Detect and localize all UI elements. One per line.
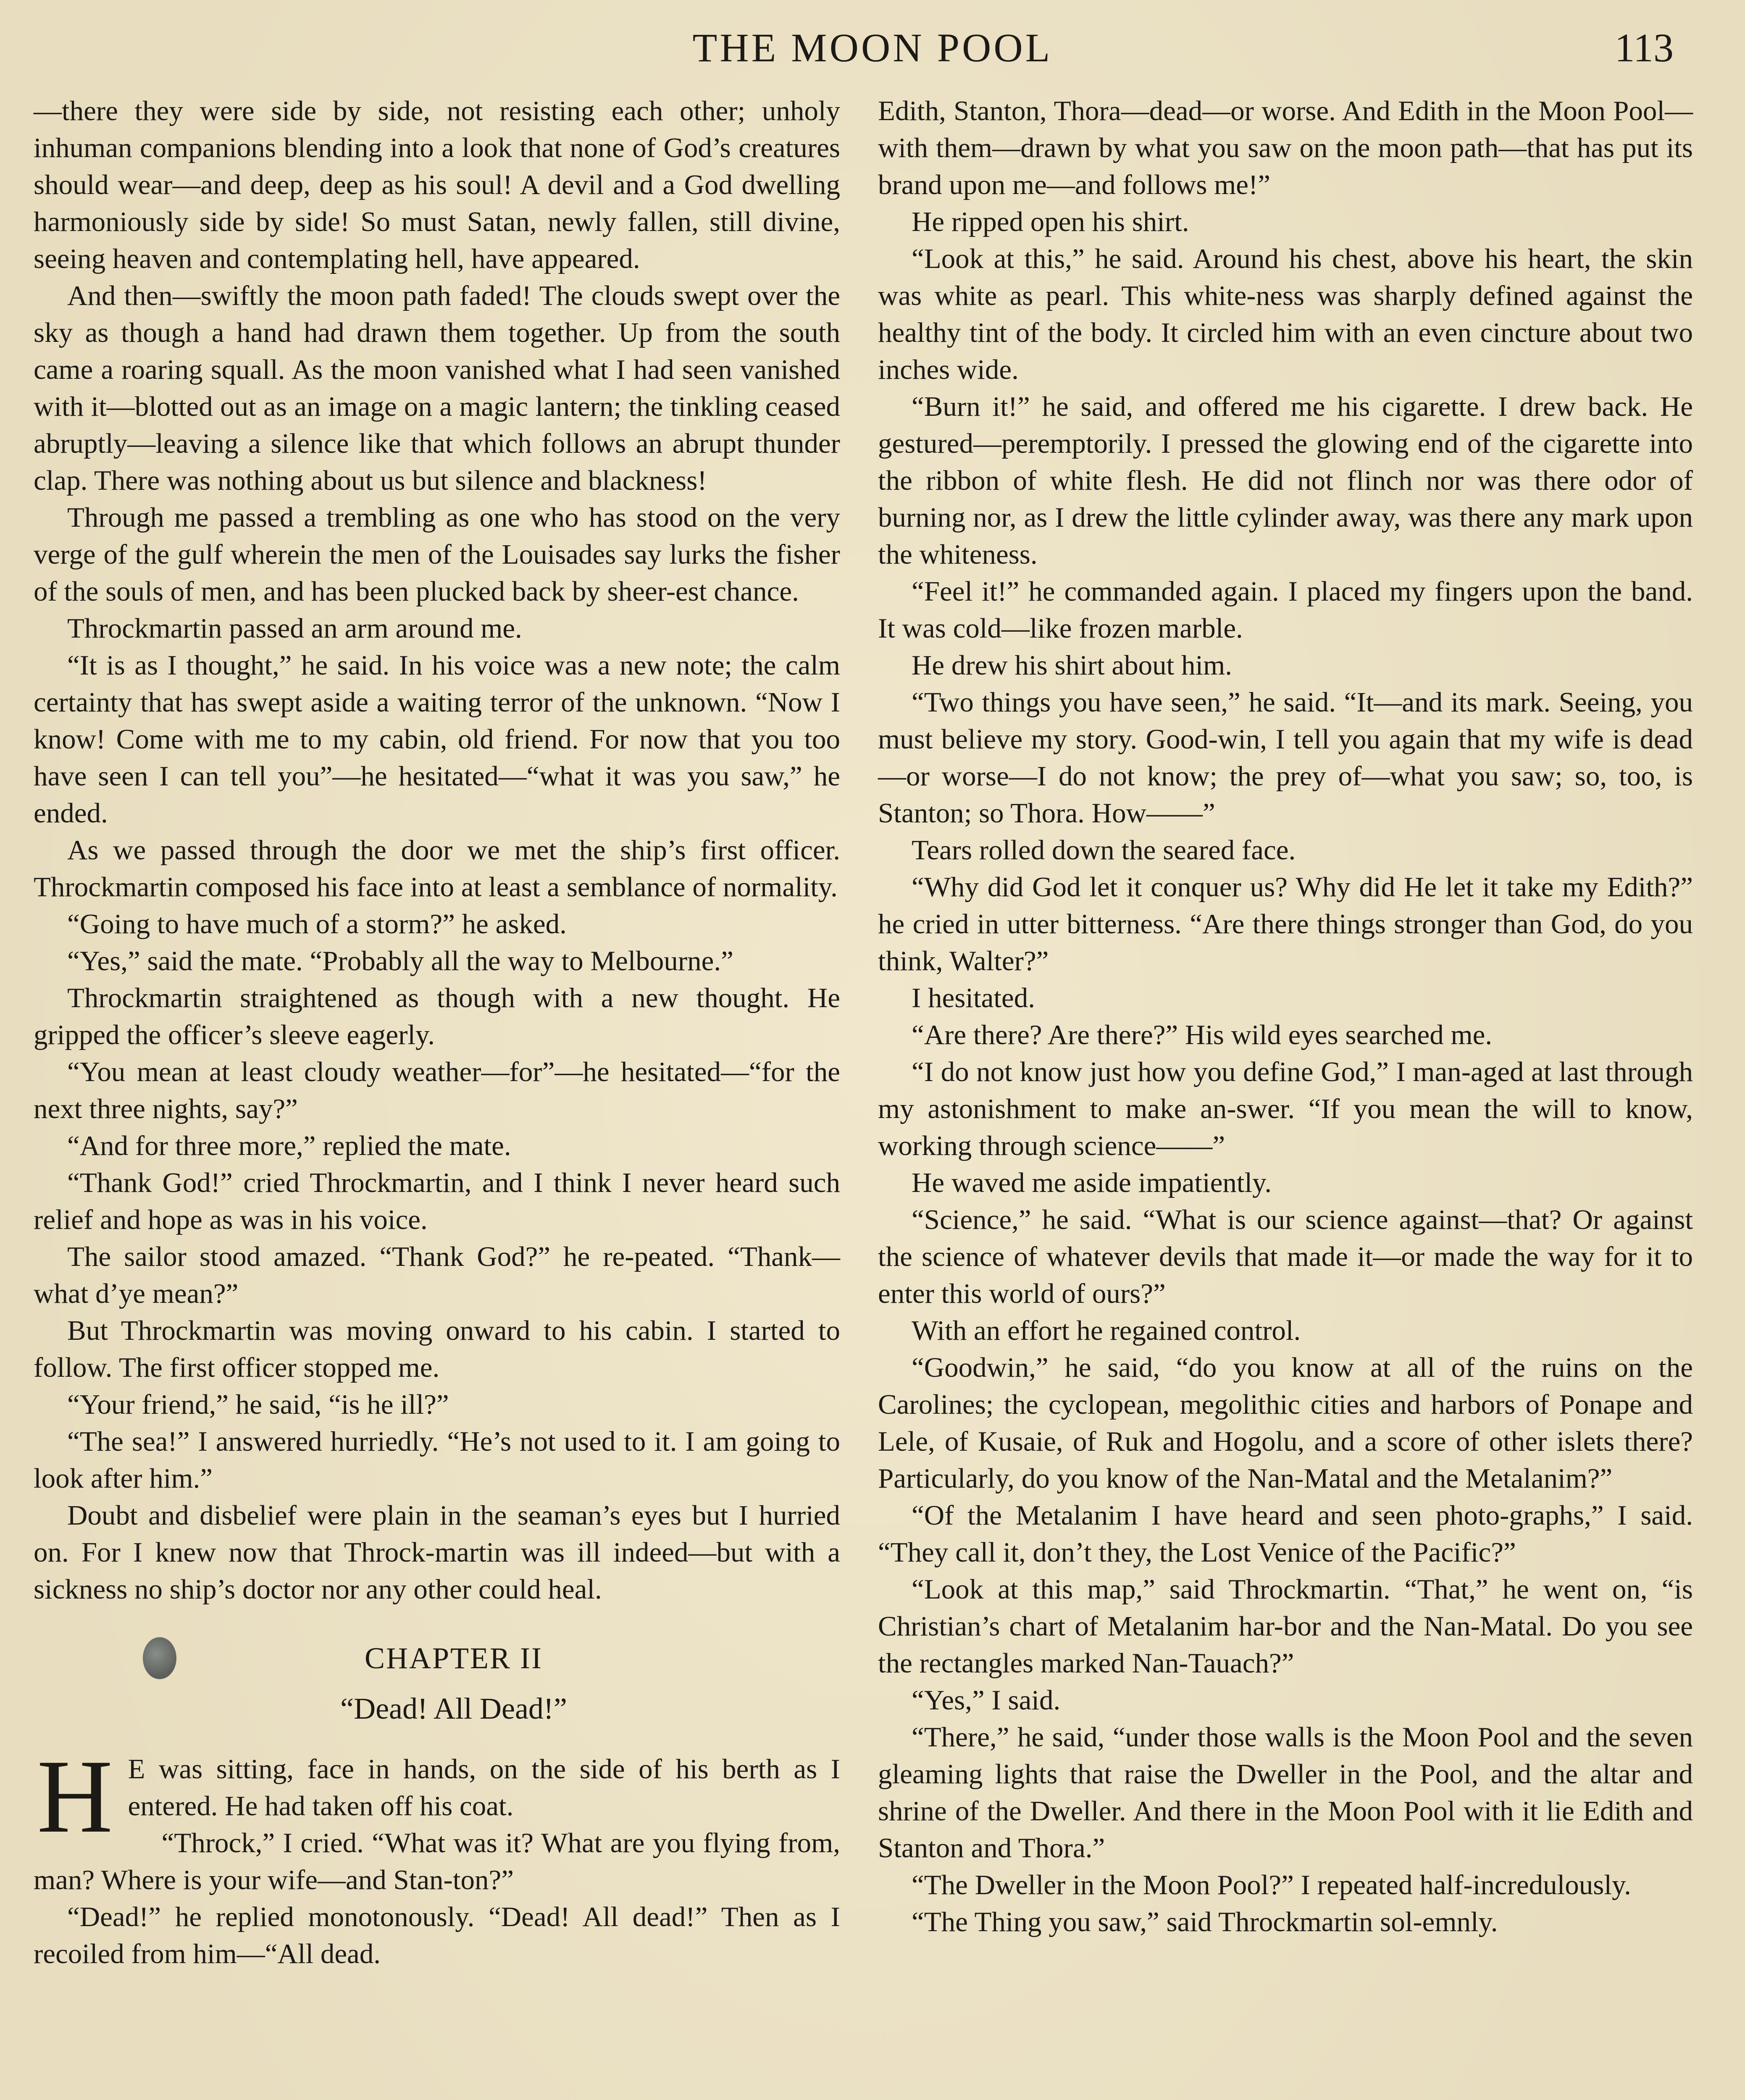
paragraph: “Why did God let it conquer us? Why did He let it take my Edith?” he cried in utter bitterness. “Are there things stronger than God, do you think, Walter?” xyxy=(878,872,1693,976)
paragraph: “The Thing you saw,” said Throckmartin sol-emnly. xyxy=(912,1906,1498,1937)
paragraph: He ripped open his shirt. xyxy=(912,206,1189,237)
paragraph: “It is as I thought,” he said. In his voice was a new note; the calm certainty that has swept aside a waiting terror of the unknown. “Now I know! Come with me to my cabin, old friend. For now that you too have seen I can tell you”—he hesitated—“what it was you saw,” he ended. xyxy=(34,650,840,829)
paragraph: Edith, Stanton, Thora—dead—or worse. And Edith in the Moon Pool—with them—drawn by what you saw on the moon path—that has put its brand upon me—and follows me!” xyxy=(878,95,1693,200)
paragraph: “There,” he said, “under those walls is the Moon Pool and the seven gleaming lights that raise the Dweller in the Pool, and the altar and shrine of the Dweller. And there in the Moon Pool with it lie Edith and Stanton and Thora.” xyxy=(878,1722,1693,1864)
paragraph: “You mean at least cloudy weather—for”—he hesitated—“for the next three nights, say?” xyxy=(34,1056,840,1124)
paragraph: “Feel it!” he commanded again. I placed my fingers upon the band. It was cold—like frozen marble. xyxy=(878,576,1693,644)
paragraph: “Of the Metalanim I have heard and seen photo-graphs,” I said. “They call it, don’t they, the Lost Venice of the Pacific?” xyxy=(878,1500,1693,1568)
paragraph: As we passed through the door we met the ship’s first officer. Throckmartin composed his face into at least a semblance of normality. xyxy=(34,835,840,903)
paragraph: Throckmartin straightened as though with a new thought. He gripped the officer’s sleeve eagerly. xyxy=(34,982,840,1050)
paragraph: “Thank God!” cried Throckmartin, and I think I never heard such relief and hope as was in his voice. xyxy=(34,1167,840,1235)
paragraph: “Look at this,” he said. Around his chest, above his heart, the skin was white as pearl. This white-ness was sharply defined against the healthy tint of the body. It circled him with an even cincture about two inches wide. xyxy=(878,243,1693,385)
paragraph: “Going to have much of a storm?” he asked. xyxy=(67,908,567,940)
running-title: THE MOON POOL xyxy=(692,25,1053,70)
chapter-heading-block xyxy=(34,1637,840,1738)
chapter-opening-paragraph xyxy=(34,1738,840,1855)
paragraph: The sailor stood amazed. “Thank God?” he re-peated. “Thank—what d’ye mean?” xyxy=(34,1241,840,1309)
paragraph: And then—swiftly the moon path faded! The clouds swept over the sky as though a hand had drawn them together. Up from the south came a roaring squall. As the moon vanished what I had seen vanished with it—blotted out as an image on a magic lantern; the tinkling ceased abruptly—leaving a silence like that which follows an abrupt thunder clap. There was nothing about us but silence and blackness! xyxy=(34,280,840,496)
paragraph: —there they were side by side, not resisting each other; unholy inhuman companions blending into a look that none of God’s creatures should wear—and deep, deep as his soul! A devil and a God dwelling harmoniously side by side! So must Satan, newly fallen, still divine, seeing heaven and contemplating hell, have appeared. xyxy=(34,95,840,274)
paragraph: “Two things you have seen,” he said. “It—and its mark. Seeing, you must believe my story. Good-win, I tell you again that my wife is dead—or worse—I do not know; the prey of—what you saw; so, too, is Stanton; so Thora. How——” xyxy=(878,687,1693,829)
paragraph: Throckmartin passed an arm around me. xyxy=(67,613,522,644)
paragraph: “Science,” he said. “What is our science against—that? Or against the science of whatever devils that made it—or made the way for it to enter this world of ours?” xyxy=(878,1204,1693,1309)
paragraph: With an effort he regained control. xyxy=(912,1315,1301,1346)
paragraph: “Your friend,” he said, “is he ill?” xyxy=(67,1389,449,1420)
paragraph: “Burn it!” he said, and offered me his cigarette. I drew back. He gestured—peremptorily. I pressed the glowing end of the cigarette into the ribbon of white flesh. He did not flinch nor was there odor of burning nor, as I drew the little cylinder away, was there any mark upon the whiteness. xyxy=(878,391,1693,570)
paragraph: “I do not know just how you define God,” I man-aged at last through my astonishment to make an-swer. “If you mean the will to know, working through science——” xyxy=(878,1056,1693,1161)
paragraph: “The sea!” I answered hurriedly. “He’s not used to it. I am going to look after him.” xyxy=(34,1426,840,1494)
paragraph: “Look at this map,” said Throckmartin. “That,” he went on, “is Christian’s chart of Metalanim har-bor and the Nan-Matal. Do you see the rectangles marked Nan-Tauach?” xyxy=(878,1574,1693,1679)
paragraph: “The Dweller in the Moon Pool?” I repeated half-incredulously. xyxy=(912,1869,1631,1900)
paragraph: “Throck,” I cried. “What was it? What are you flying from, man? Where is your wife—and Stan-ton?” xyxy=(34,1827,840,1895)
right-column xyxy=(878,92,1693,1940)
opening-text: E was sitting, face in hands, on the side of his berth as I entered. He had taken off his coat. xyxy=(128,1754,840,1822)
drop-cap: H xyxy=(37,1738,113,1855)
paragraph: “Are there? Are there?” His wild eyes searched me. xyxy=(912,1019,1493,1050)
chapter-number: CHAPTER II xyxy=(365,1641,543,1675)
page-number: 113 xyxy=(1614,25,1674,70)
paragraph: I hesitated. xyxy=(912,982,1035,1013)
paragraph: “Dead!” he replied monotonously. “Dead! All dead!” Then as I recoiled from him—“All dead. xyxy=(34,1901,840,1969)
paragraph: He waved me aside impatiently. xyxy=(912,1167,1272,1198)
paragraph: “Yes,” I said. xyxy=(912,1685,1061,1716)
paragraph: Doubt and disbelief were plain in the seaman’s eyes but I hurried on. For I knew now that Throck-martin was ill indeed—but with a sickness no ship’s doctor nor any other could heal. xyxy=(34,1500,840,1605)
paragraph: “Yes,” said the mate. “Probably all the way to Melbourne.” xyxy=(67,945,733,976)
paragraph: Tears rolled down the seared face. xyxy=(912,835,1296,866)
page-header xyxy=(34,16,1711,79)
paragraph: “Goodwin,” he said, “do you know at all of the ruins on the Carolines; the cyclopean, megolithic cities and harbors of Ponape and Lele, of Kusaie, of Ruk and Hogolu, and a score of other islets there? Particularly, do you know of the Nan-Matal and the Metalanim?” xyxy=(878,1352,1693,1494)
paragraph: Through me passed a trembling as one who has stood on the very verge of the gulf wherein the men of the Louisades say lurks the fisher of the souls of men, and has been plucked back by sheer-est chance. xyxy=(34,502,840,607)
ink-blot-icon xyxy=(143,1637,176,1679)
left-column xyxy=(34,92,840,1972)
paragraph: But Throckmartin was moving onward to his cabin. I started to follow. The first officer stopped me. xyxy=(34,1315,840,1383)
paragraph: “And for three more,” replied the mate. xyxy=(67,1130,511,1161)
paragraph: He drew his shirt about him. xyxy=(912,650,1232,681)
chapter-title: “Dead! All Dead!” xyxy=(340,1692,567,1725)
